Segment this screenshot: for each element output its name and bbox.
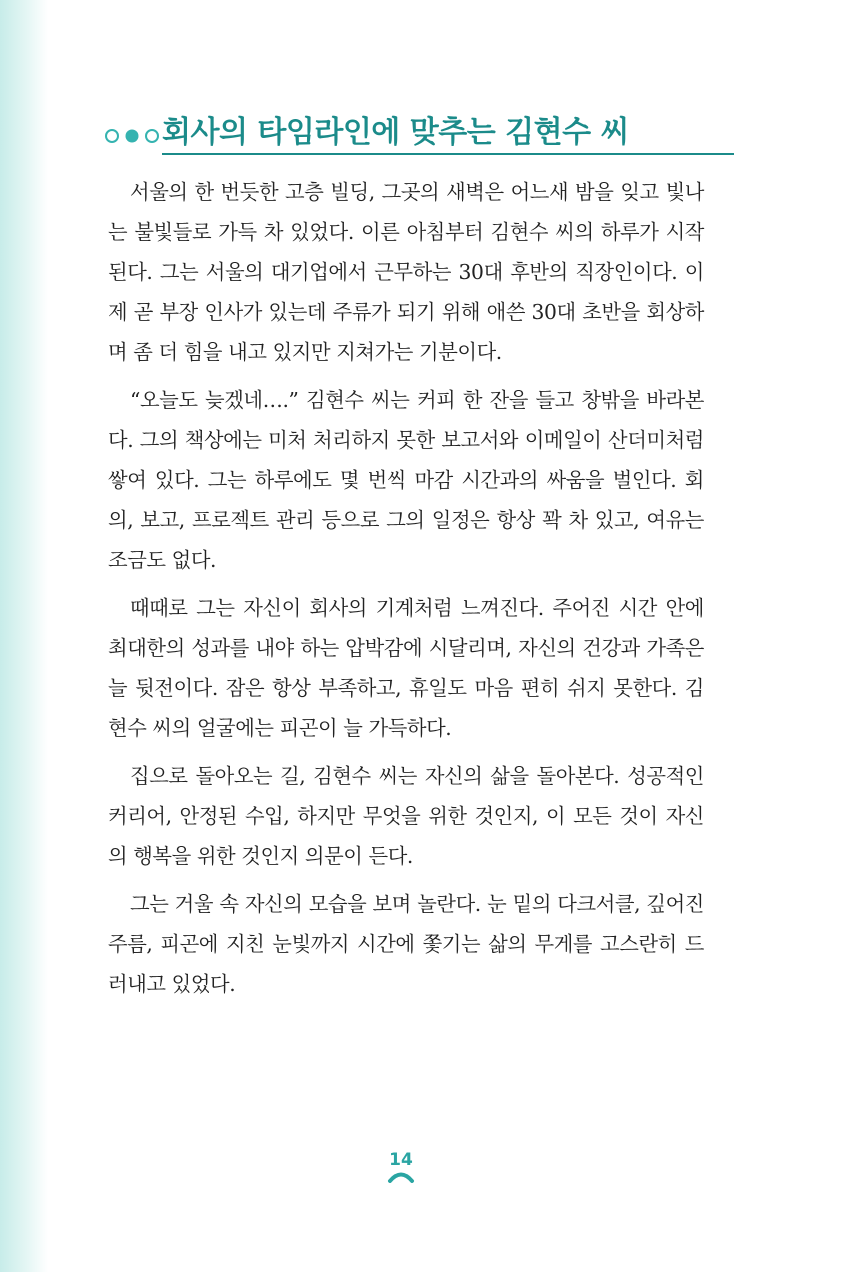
title-underline: [162, 153, 734, 155]
three-circles-bullet-icon: [104, 127, 160, 145]
page-number: 14: [389, 1150, 413, 1170]
section-title: 회사의 타임라인에 맞추는 김현수 씨: [162, 115, 629, 150]
section-heading: [104, 112, 644, 162]
body-text: [108, 172, 704, 1012]
paragraph: 그는 거울 속 자신의 모습을 보며 놀란다. 눈 밑의 다크서클, 깊어진 주름, 피곤에 지친 눈빛까지 시간에 쫓기는 삶의 무게를 고스란히 드러내고 있었다.: [108, 892, 704, 996]
paragraph: 서울의 한 번듯한 고층 빌딩, 그곳의 새벽은 어느새 밤을 잊고 빛나는 불빛들로 가득 차 있었다. 이른 아침부터 김현수 씨의 하루가 시작된다. 그는 서울의 대기업에서 근무하는 30대 후반의 직장인이다. 이제 곧 부장 인사가 있는데 주류가 되기 위해 애쓴 30대 초반을 회상하며 좀 더 힘을 내고 있지만 지쳐가는 기분이다.: [108, 180, 704, 364]
paragraph: “오늘도 늦겠네….” 김현수 씨는 커피 한 잔을 들고 창밖을 바라본다. 그의 책상에는 미처 처리하지 못한 보고서와 이메일이 산더미처럼 쌓여 있다. 그는 하루에도 몇 번씩 마감 시간과의 싸움을 벌인다. 회의, 보고, 프로젝트 관리 등으로 그의 일정은 항상 꽉 차 있고, 여유는 조금도 없다.: [108, 388, 704, 572]
paragraph: 집으로 돌아오는 길, 김현수 씨는 자신의 삶을 돌아본다. 성공적인 커리어, 안정된 수입, 하지만 무엇을 위한 것인지, 이 모든 것이 자신의 행복을 위한 것인지 의문이 든다.: [108, 764, 704, 868]
side-accent-strip: [0, 0, 48, 1272]
page-arc-icon: [387, 1167, 415, 1183]
paragraph: 때때로 그는 자신이 회사의 기계처럼 느껴진다. 주어진 시간 안에 최대한의 성과를 내야 하는 압박감에 시달리며, 자신의 건강과 가족은 늘 뒷전이다. 잠은 항상 부족하고, 휴일도 마음 편히 쉬지 못한다. 김현수 씨의 얼굴에는 피곤이 늘 가득하다.: [108, 596, 704, 740]
